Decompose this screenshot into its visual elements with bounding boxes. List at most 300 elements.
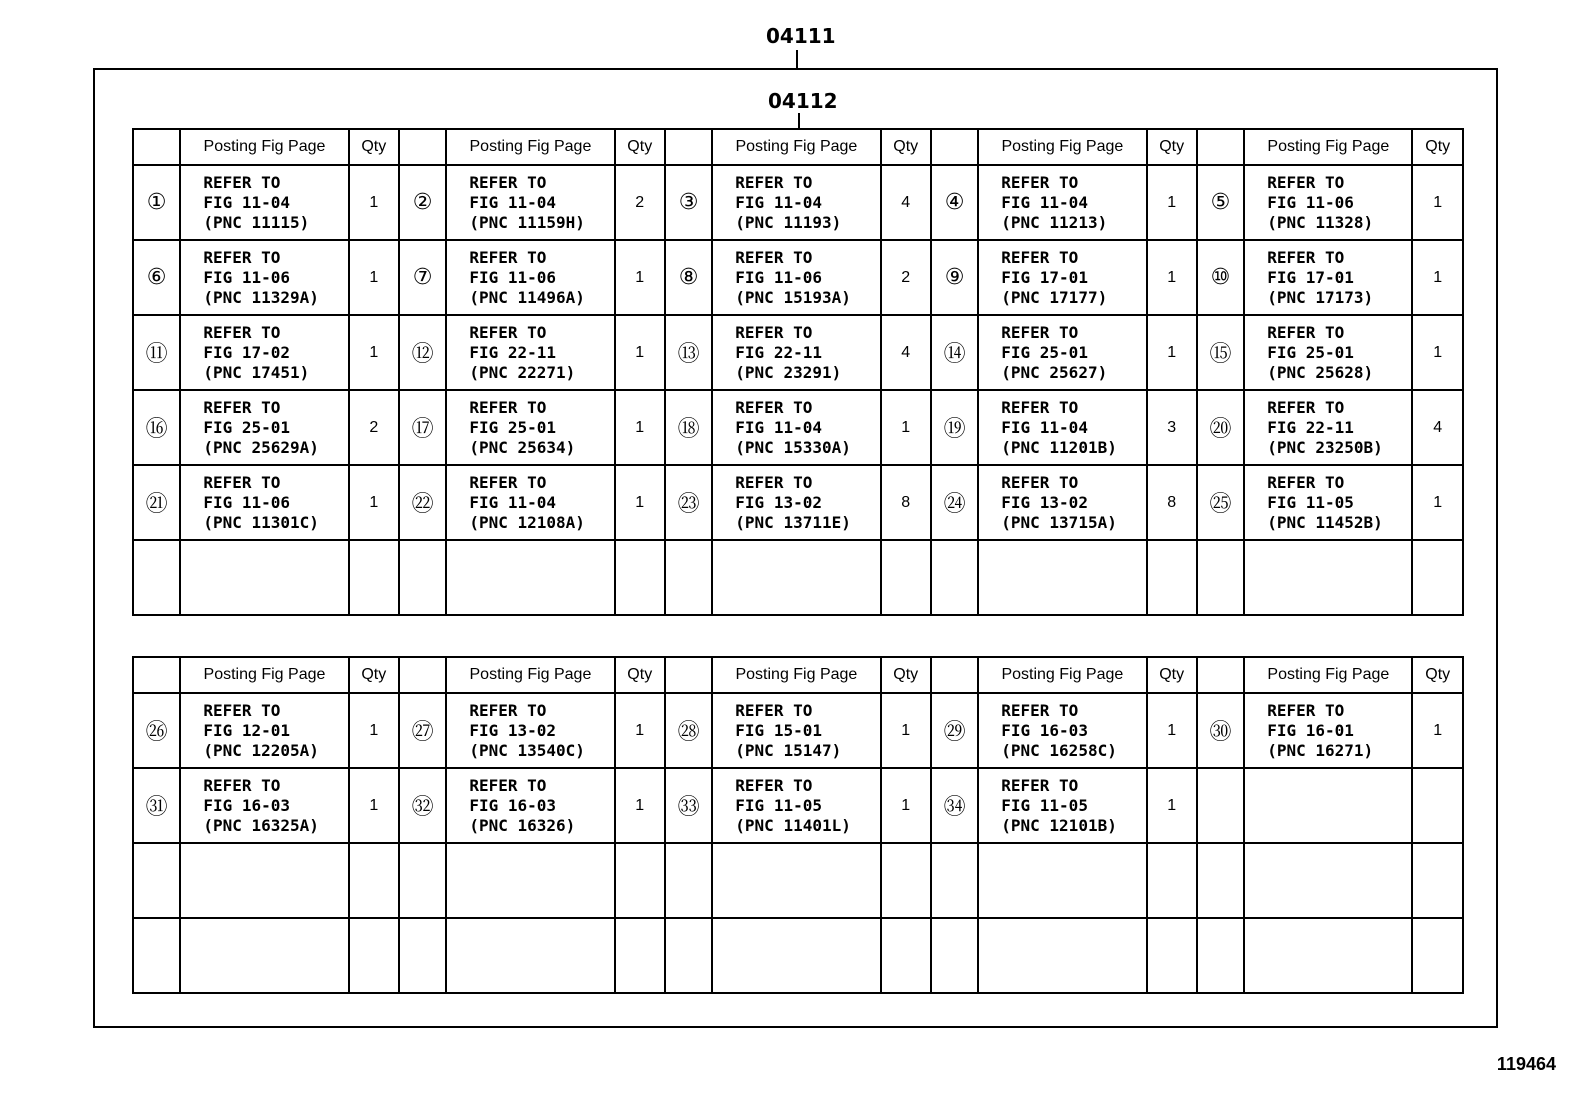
reference-table-lower: [132, 656, 1464, 994]
quantity-cell: 1: [615, 390, 665, 465]
callout-number: ㉕: [1197, 465, 1244, 540]
reference-refer-text: REFER TO: [1001, 700, 1079, 720]
header-qty: Qty: [881, 129, 931, 165]
reference-cell: [1244, 390, 1412, 465]
reference-fig-text: FIG 22-11: [735, 342, 822, 362]
table-row: [133, 315, 1463, 390]
callout-number: ㉔: [931, 465, 978, 540]
reference-pnc-text: (PNC 25634): [469, 437, 576, 457]
quantity-cell: 1: [1412, 240, 1463, 315]
reference-cell: [180, 768, 348, 843]
callout-number: ⑪: [133, 315, 180, 390]
header-posting-fig-page: Posting Fig Page: [712, 129, 880, 165]
reference-refer-text: REFER TO: [203, 397, 281, 417]
reference-pnc-text: (PNC 16326): [469, 815, 576, 835]
reference-fig-text: FIG 11-04: [735, 417, 822, 437]
reference-fig-text: FIG 13-02: [735, 492, 822, 512]
quantity-cell: 1: [349, 465, 399, 540]
reference-pnc-text: (PNC 12108A): [469, 512, 585, 532]
quantity-cell: [881, 540, 931, 615]
reference-pnc-text: (PNC 11452B): [1267, 512, 1383, 532]
quantity-cell: 3: [1147, 390, 1197, 465]
quantity-cell: 1: [1147, 693, 1197, 768]
reference-fig-text: FIG 17-01: [1267, 267, 1354, 287]
reference-cell: [712, 540, 880, 615]
header-posting-fig-page: Posting Fig Page: [978, 657, 1146, 693]
quantity-cell: 1: [881, 768, 931, 843]
header-qty: Qty: [349, 657, 399, 693]
reference-refer-text: REFER TO: [1001, 322, 1079, 342]
reference-refer-text: REFER TO: [469, 172, 547, 192]
table-row: [133, 465, 1463, 540]
reference-fig-text: FIG 11-04: [203, 192, 291, 212]
reference-fig-text: FIG 11-04: [469, 492, 557, 512]
reference-fig-text: FIG 25-01: [203, 417, 291, 437]
callout-number: ㉓: [665, 465, 712, 540]
callout-number: [1197, 843, 1244, 918]
quantity-cell: 1: [615, 768, 665, 843]
header-posting-fig-page: Posting Fig Page: [978, 129, 1146, 165]
reference-fig-text: FIG 11-06: [1267, 192, 1354, 212]
illustration-number: 119464: [1496, 1054, 1556, 1074]
reference-cell: [180, 315, 348, 390]
reference-cell: [978, 390, 1146, 465]
callout-number: [931, 918, 978, 993]
callout-number: [399, 843, 446, 918]
reference-cell: [978, 465, 1146, 540]
quantity-cell: 1: [349, 768, 399, 843]
reference-fig-text: FIG 22-11: [469, 342, 557, 362]
quantity-cell: [349, 540, 399, 615]
reference-cell: [180, 693, 348, 768]
reference-cell: [712, 693, 880, 768]
callout-number: [665, 540, 712, 615]
callout-number: ⑩: [1197, 240, 1244, 315]
reference-fig-text: FIG 25-01: [469, 417, 557, 437]
quantity-cell: 1: [1147, 240, 1197, 315]
reference-refer-text: REFER TO: [469, 700, 547, 720]
callout-number: ⑰: [399, 390, 446, 465]
header-qty: Qty: [1147, 129, 1197, 165]
table-row: [133, 165, 1463, 240]
callout-number: ①: [133, 165, 180, 240]
reference-refer-text: REFER TO: [1001, 775, 1079, 795]
callout-number: ㉗: [399, 693, 446, 768]
reference-cell: [712, 165, 880, 240]
header-number-cell: [399, 129, 446, 165]
reference-cell: [446, 465, 614, 540]
reference-cell: [712, 465, 880, 540]
reference-cell: [1244, 918, 1412, 993]
header-qty: Qty: [1412, 129, 1463, 165]
reference-cell: [446, 693, 614, 768]
reference-fig-text: FIG 11-04: [1001, 192, 1088, 212]
callout-number: ②: [399, 165, 446, 240]
quantity-cell: 1: [349, 693, 399, 768]
quantity-cell: [1147, 843, 1197, 918]
reference-pnc-text: (PNC 16325A): [203, 815, 319, 835]
reference-fig-text: FIG 12-01: [203, 720, 291, 740]
callout-number: [931, 843, 978, 918]
reference-pnc-text: (PNC 15330A): [735, 437, 851, 457]
reference-pnc-text: (PNC 11496A): [469, 287, 585, 307]
callout-number: ㉜: [399, 768, 446, 843]
header-number-cell: [1197, 657, 1244, 693]
outer-leader-line: [796, 50, 798, 68]
header-number-cell: [931, 657, 978, 693]
header-qty: Qty: [615, 657, 665, 693]
reference-cell: [180, 165, 348, 240]
reference-refer-text: REFER TO: [735, 247, 813, 267]
quantity-cell: [1412, 540, 1463, 615]
reference-cell: [978, 540, 1146, 615]
quantity-cell: [881, 843, 931, 918]
table-row: [133, 390, 1463, 465]
callout-number: [133, 843, 180, 918]
reference-cell: [1244, 843, 1412, 918]
quantity-cell: 1: [1412, 693, 1463, 768]
reference-fig-text: FIG 16-03: [1001, 720, 1088, 740]
callout-number: ㉚: [1197, 693, 1244, 768]
callout-number: ⑤: [1197, 165, 1244, 240]
reference-refer-text: REFER TO: [1267, 700, 1345, 720]
reference-cell: [1244, 540, 1412, 615]
reference-cell: [978, 693, 1146, 768]
quantity-cell: 1: [615, 240, 665, 315]
reference-fig-text: FIG 16-03: [469, 795, 557, 815]
table-row: [133, 768, 1463, 843]
reference-refer-text: REFER TO: [735, 700, 813, 720]
quantity-cell: [881, 918, 931, 993]
callout-number: ⑲: [931, 390, 978, 465]
header-row: [133, 129, 1463, 165]
reference-cell: [180, 465, 348, 540]
reference-refer-text: REFER TO: [1267, 322, 1345, 342]
callout-number: ⑭: [931, 315, 978, 390]
header-qty: Qty: [1147, 657, 1197, 693]
callout-number: [665, 918, 712, 993]
callout-number: ㉛: [133, 768, 180, 843]
reference-pnc-text: (PNC 15147): [735, 740, 842, 760]
reference-refer-text: REFER TO: [203, 172, 281, 192]
callout-number: ㉑: [133, 465, 180, 540]
reference-cell: [712, 390, 880, 465]
reference-cell: [180, 540, 348, 615]
reference-refer-text: REFER TO: [203, 322, 281, 342]
reference-pnc-text: (PNC 22271): [469, 362, 576, 382]
reference-cell: [1244, 165, 1412, 240]
quantity-cell: 4: [881, 315, 931, 390]
reference-refer-text: REFER TO: [735, 397, 813, 417]
reference-fig-text: FIG 25-01: [1001, 342, 1088, 362]
quantity-cell: 1: [881, 390, 931, 465]
table-row: [133, 240, 1463, 315]
inner-reference-label: 04112: [768, 89, 838, 113]
reference-pnc-text: (PNC 17177): [1001, 287, 1108, 307]
reference-fig-text: FIG 25-01: [1267, 342, 1354, 362]
quantity-cell: 1: [349, 315, 399, 390]
reference-pnc-text: (PNC 11329A): [203, 287, 319, 307]
reference-cell: [712, 918, 880, 993]
quantity-cell: 1: [615, 465, 665, 540]
quantity-cell: 1: [615, 693, 665, 768]
reference-pnc-text: (PNC 17173): [1267, 287, 1374, 307]
header-posting-fig-page: Posting Fig Page: [1244, 657, 1412, 693]
reference-cell: [446, 165, 614, 240]
quantity-cell: [1412, 768, 1463, 843]
reference-refer-text: REFER TO: [735, 472, 813, 492]
reference-table-upper: [132, 128, 1464, 616]
quantity-cell: 8: [881, 465, 931, 540]
callout-number: [399, 540, 446, 615]
reference-cell: [446, 768, 614, 843]
reference-refer-text: REFER TO: [1001, 247, 1079, 267]
callout-number: [665, 843, 712, 918]
quantity-cell: [1412, 918, 1463, 993]
reference-fig-text: FIG 11-05: [735, 795, 822, 815]
reference-cell: [978, 843, 1146, 918]
reference-fig-text: FIG 11-04: [469, 192, 557, 212]
reference-cell: [180, 390, 348, 465]
header-posting-fig-page: Posting Fig Page: [446, 129, 614, 165]
header-number-cell: [133, 657, 180, 693]
callout-number: ㉒: [399, 465, 446, 540]
reference-pnc-text: (PNC 11201B): [1001, 437, 1117, 457]
reference-pnc-text: (PNC 11401L): [735, 815, 851, 835]
reference-pnc-text: (PNC 12101B): [1001, 815, 1117, 835]
quantity-cell: 1: [1412, 165, 1463, 240]
reference-refer-text: REFER TO: [1001, 172, 1079, 192]
reference-cell: [1244, 465, 1412, 540]
reference-pnc-text: (PNC 12205A): [203, 740, 319, 760]
quantity-cell: 4: [881, 165, 931, 240]
quantity-cell: 1: [349, 240, 399, 315]
callout-number: ⑳: [1197, 390, 1244, 465]
callout-number: ㉝: [665, 768, 712, 843]
header-qty: Qty: [349, 129, 399, 165]
reference-refer-text: REFER TO: [1267, 472, 1345, 492]
reference-cell: [978, 165, 1146, 240]
reference-cell: [1244, 693, 1412, 768]
reference-pnc-text: (PNC 23291): [735, 362, 842, 382]
reference-fig-text: FIG 11-04: [735, 192, 822, 212]
reference-pnc-text: (PNC 11301C): [203, 512, 319, 532]
quantity-cell: [349, 843, 399, 918]
reference-refer-text: REFER TO: [469, 472, 547, 492]
reference-pnc-text: (PNC 11193): [735, 212, 842, 232]
header-number-cell: [399, 657, 446, 693]
reference-refer-text: REFER TO: [469, 247, 547, 267]
callout-number: ⑮: [1197, 315, 1244, 390]
reference-fig-text: FIG 17-02: [203, 342, 291, 362]
reference-fig-text: FIG 11-06: [469, 267, 557, 287]
quantity-cell: 1: [1147, 315, 1197, 390]
reference-pnc-text: (PNC 23250B): [1267, 437, 1383, 457]
quantity-cell: 1: [1412, 465, 1463, 540]
reference-cell: [446, 315, 614, 390]
reference-pnc-text: (PNC 11159H): [469, 212, 585, 232]
reference-cell: [446, 240, 614, 315]
reference-refer-text: REFER TO: [203, 775, 281, 795]
reference-fig-text: FIG 11-04: [1001, 417, 1088, 437]
reference-pnc-text: (PNC 16258C): [1001, 740, 1117, 760]
table-row: [133, 540, 1463, 615]
header-posting-fig-page: Posting Fig Page: [180, 129, 348, 165]
callout-number: [133, 540, 180, 615]
callout-number: ⑨: [931, 240, 978, 315]
quantity-cell: 1: [1147, 165, 1197, 240]
quantity-cell: 1: [615, 315, 665, 390]
reference-cell: [1244, 768, 1412, 843]
header-row: [133, 657, 1463, 693]
reference-cell: [446, 390, 614, 465]
table-row: [133, 918, 1463, 993]
reference-pnc-text: (PNC 13540C): [469, 740, 585, 760]
reference-refer-text: REFER TO: [735, 172, 813, 192]
reference-refer-text: REFER TO: [735, 775, 813, 795]
callout-number: ⑱: [665, 390, 712, 465]
reference-pnc-text: (PNC 11213): [1001, 212, 1108, 232]
quantity-cell: [615, 540, 665, 615]
quantity-cell: 2: [615, 165, 665, 240]
callout-number: [1197, 540, 1244, 615]
reference-cell: [1244, 315, 1412, 390]
callout-number: ㉖: [133, 693, 180, 768]
reference-fig-text: FIG 11-06: [203, 492, 291, 512]
callout-number: ⑯: [133, 390, 180, 465]
reference-cell: [978, 918, 1146, 993]
reference-cell: [978, 240, 1146, 315]
inner-leader-line: [798, 113, 800, 128]
reference-cell: [978, 315, 1146, 390]
reference-fig-text: FIG 15-01: [735, 720, 822, 740]
reference-refer-text: REFER TO: [203, 247, 281, 267]
quantity-cell: [1147, 918, 1197, 993]
reference-cell: [446, 918, 614, 993]
reference-fig-text: FIG 17-01: [1001, 267, 1088, 287]
header-qty: Qty: [1412, 657, 1463, 693]
reference-pnc-text: (PNC 15193A): [735, 287, 851, 307]
reference-refer-text: REFER TO: [1267, 397, 1345, 417]
reference-fig-text: FIG 16-03: [203, 795, 291, 815]
reference-pnc-text: (PNC 17451): [203, 362, 310, 382]
header-qty: Qty: [615, 129, 665, 165]
reference-pnc-text: (PNC 25628): [1267, 362, 1374, 382]
callout-number: ⑫: [399, 315, 446, 390]
reference-pnc-text: (PNC 13715A): [1001, 512, 1117, 532]
reference-cell: [180, 843, 348, 918]
reference-refer-text: REFER TO: [469, 322, 547, 342]
reference-pnc-text: (PNC 13711E): [735, 512, 851, 532]
reference-refer-text: REFER TO: [469, 775, 547, 795]
quantity-cell: 1: [1412, 315, 1463, 390]
table-row: [133, 843, 1463, 918]
quantity-cell: [1147, 540, 1197, 615]
quantity-cell: 2: [349, 390, 399, 465]
callout-number: ⑦: [399, 240, 446, 315]
reference-fig-text: FIG 16-01: [1267, 720, 1354, 740]
callout-number: ㉙: [931, 693, 978, 768]
header-posting-fig-page: Posting Fig Page: [712, 657, 880, 693]
reference-pnc-text: (PNC 16271): [1267, 740, 1374, 760]
callout-number: ㉘: [665, 693, 712, 768]
header-number-cell: [133, 129, 180, 165]
reference-cell: [180, 918, 348, 993]
quantity-cell: 1: [881, 693, 931, 768]
header-number-cell: [931, 129, 978, 165]
callout-number: [399, 918, 446, 993]
reference-fig-text: FIG 11-06: [203, 267, 291, 287]
quantity-cell: 8: [1147, 465, 1197, 540]
callout-number: [133, 918, 180, 993]
reference-fig-text: FIG 13-02: [469, 720, 557, 740]
reference-pnc-text: (PNC 25627): [1001, 362, 1108, 382]
reference-refer-text: REFER TO: [469, 397, 547, 417]
callout-number: [931, 540, 978, 615]
callout-number: ④: [931, 165, 978, 240]
quantity-cell: 4: [1412, 390, 1463, 465]
callout-number: [1197, 768, 1244, 843]
header-number-cell: [665, 129, 712, 165]
header-posting-fig-page: Posting Fig Page: [1244, 129, 1412, 165]
callout-number: [1197, 918, 1244, 993]
reference-cell: [712, 315, 880, 390]
callout-number: ⑥: [133, 240, 180, 315]
reference-fig-text: FIG 22-11: [1267, 417, 1354, 437]
reference-cell: [712, 240, 880, 315]
reference-refer-text: REFER TO: [1001, 472, 1079, 492]
reference-fig-text: FIG 11-05: [1267, 492, 1354, 512]
reference-pnc-text: (PNC 25629A): [203, 437, 319, 457]
quantity-cell: [349, 918, 399, 993]
reference-refer-text: REFER TO: [1267, 247, 1345, 267]
reference-cell: [712, 768, 880, 843]
callout-number: ㉞: [931, 768, 978, 843]
header-number-cell: [665, 657, 712, 693]
reference-cell: [446, 540, 614, 615]
reference-fig-text: FIG 11-05: [1001, 795, 1088, 815]
callout-number: ⑧: [665, 240, 712, 315]
reference-refer-text: REFER TO: [735, 322, 813, 342]
outer-reference-label: 04111: [766, 24, 836, 48]
reference-cell: [978, 768, 1146, 843]
quantity-cell: 1: [349, 165, 399, 240]
reference-refer-text: REFER TO: [1267, 172, 1345, 192]
quantity-cell: [615, 918, 665, 993]
callout-number: ⑬: [665, 315, 712, 390]
reference-cell: [446, 843, 614, 918]
quantity-cell: [1412, 843, 1463, 918]
reference-fig-text: FIG 13-02: [1001, 492, 1088, 512]
quantity-cell: 2: [881, 240, 931, 315]
reference-refer-text: REFER TO: [203, 472, 281, 492]
reference-refer-text: REFER TO: [1001, 397, 1079, 417]
header-number-cell: [1197, 129, 1244, 165]
header-posting-fig-page: Posting Fig Page: [446, 657, 614, 693]
table-row: [133, 693, 1463, 768]
reference-pnc-text: (PNC 11115): [203, 212, 310, 232]
reference-cell: [1244, 240, 1412, 315]
reference-cell: [180, 240, 348, 315]
quantity-cell: 1: [1147, 768, 1197, 843]
reference-pnc-text: (PNC 11328): [1267, 212, 1374, 232]
reference-cell: [712, 843, 880, 918]
reference-fig-text: FIG 11-06: [735, 267, 822, 287]
header-posting-fig-page: Posting Fig Page: [180, 657, 348, 693]
reference-refer-text: REFER TO: [203, 700, 281, 720]
callout-number: ③: [665, 165, 712, 240]
quantity-cell: [615, 843, 665, 918]
